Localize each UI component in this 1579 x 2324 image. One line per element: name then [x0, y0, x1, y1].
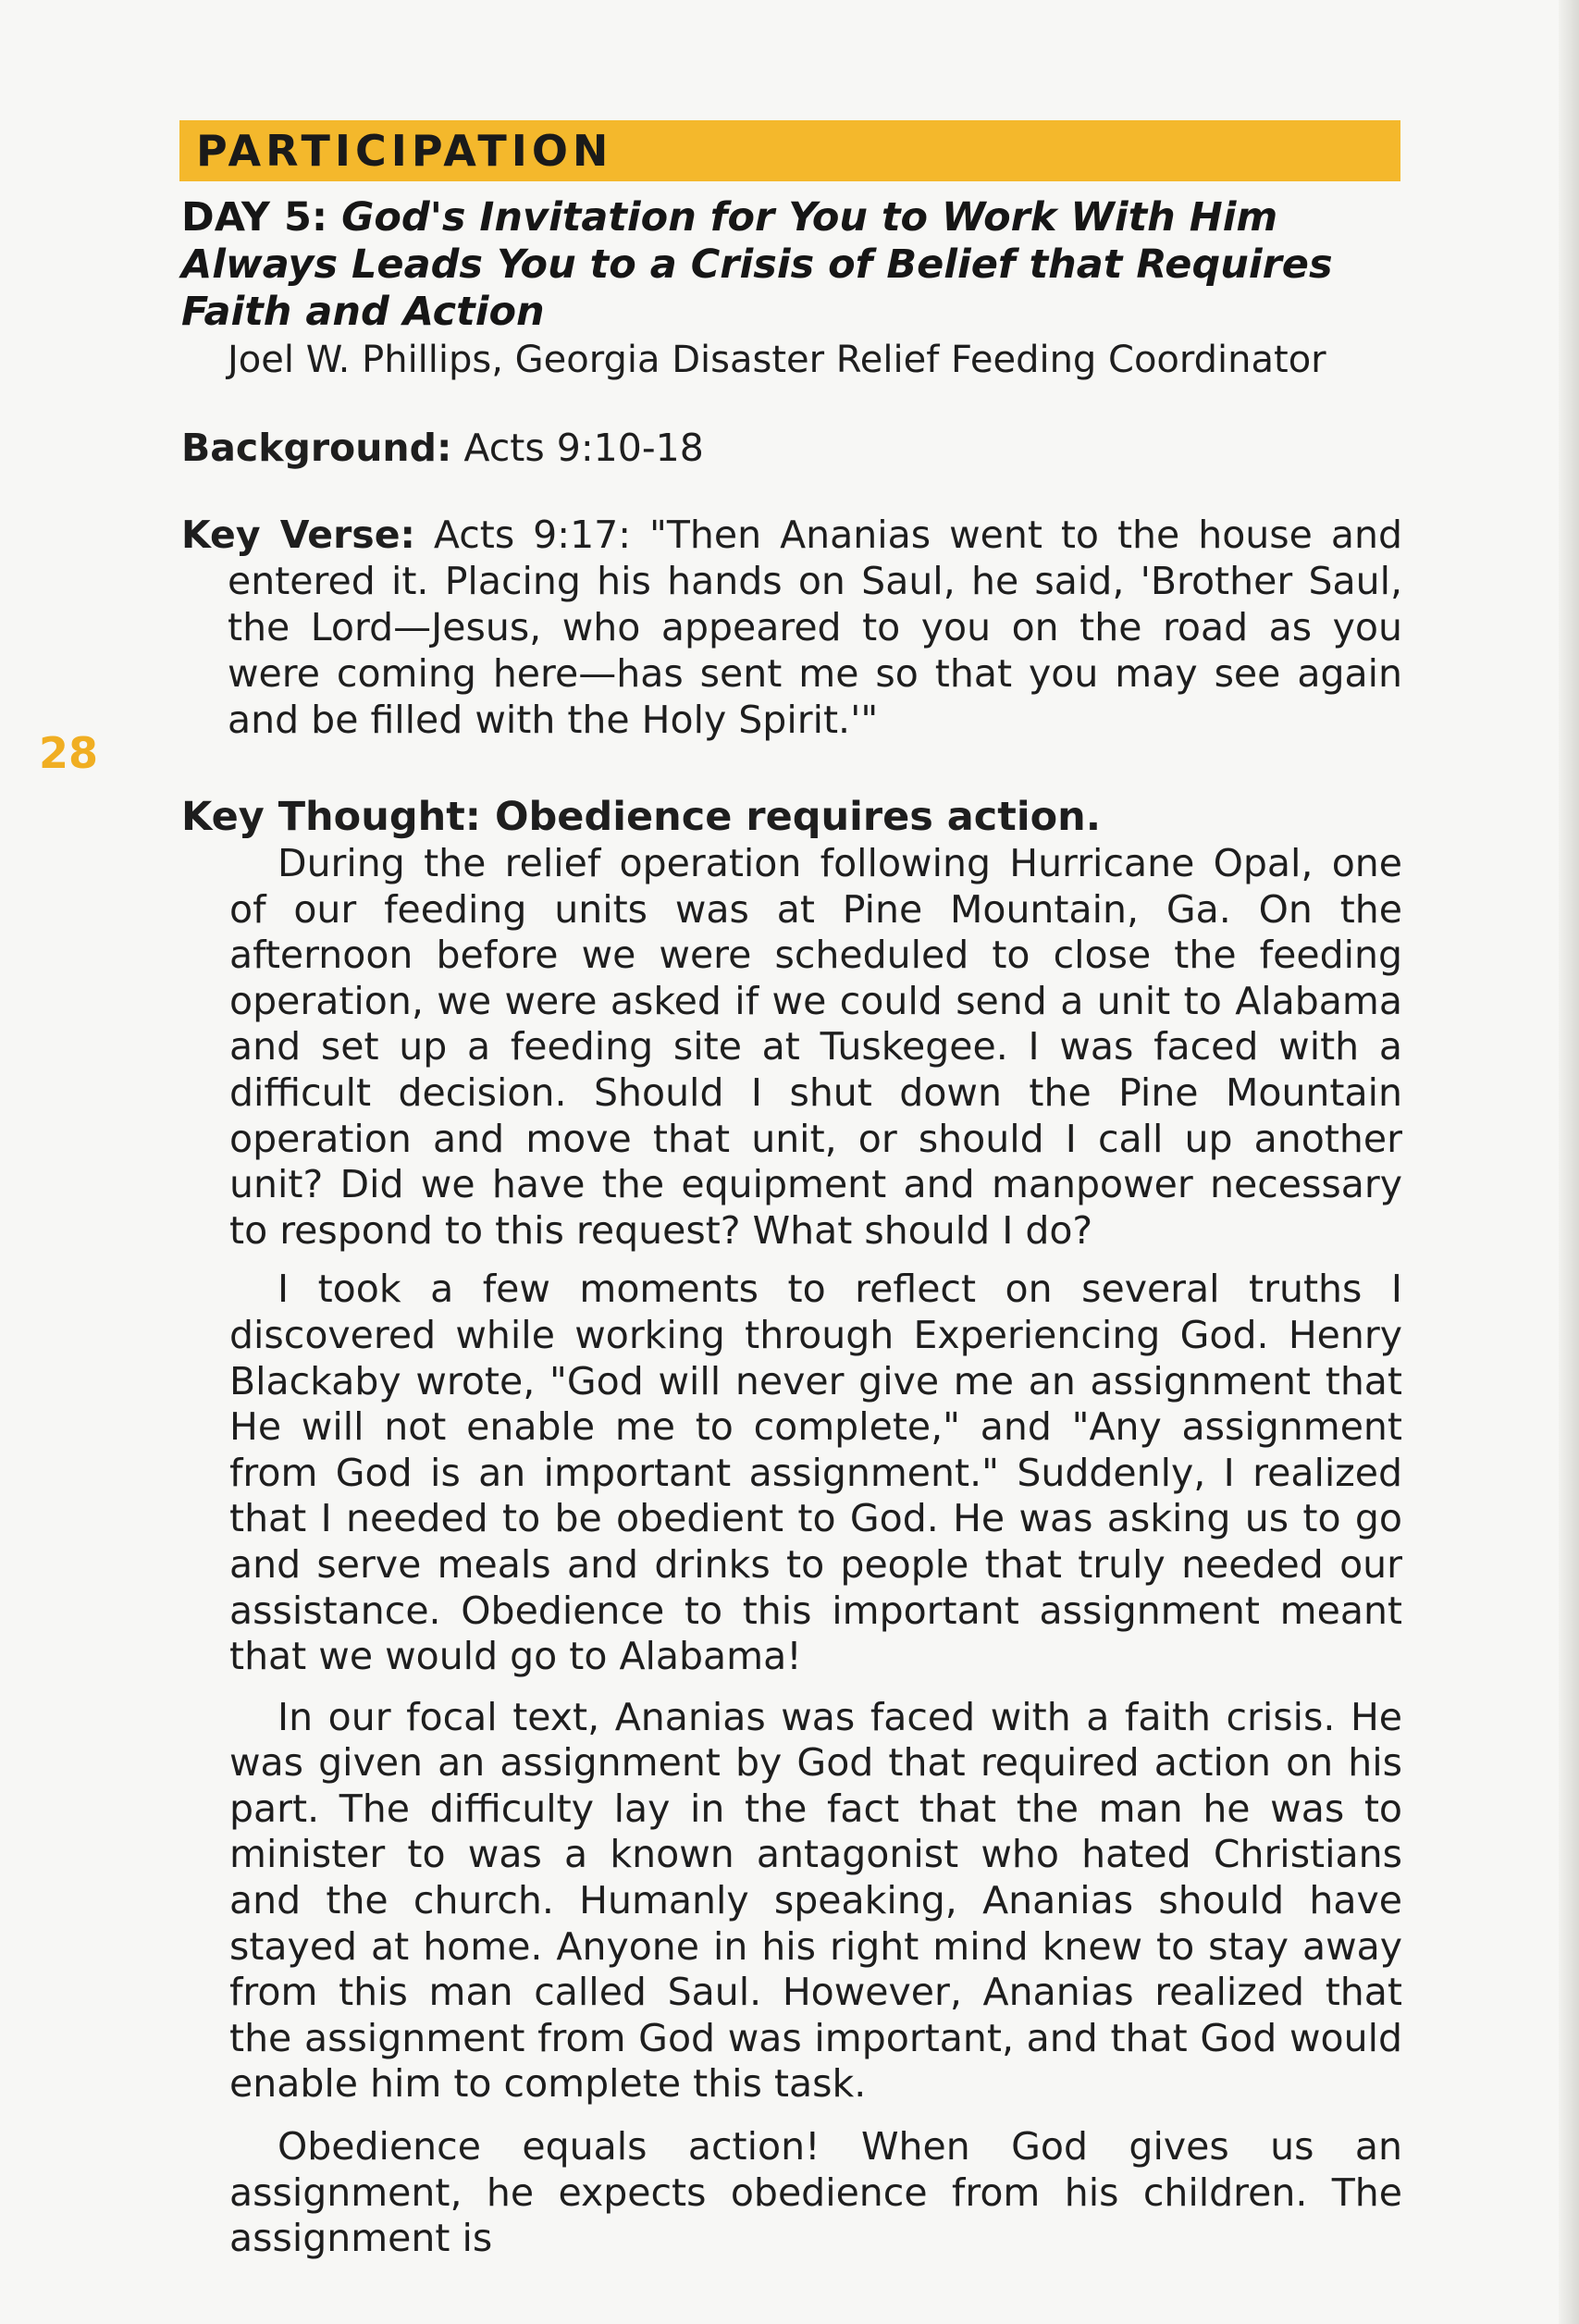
- page-edge: [1559, 0, 1579, 2324]
- page-number: 28: [39, 728, 99, 778]
- page-content: [181, 194, 1402, 2262]
- body-paragraph: During the relief operation following Hurricane Opal, one of our feeding units was at Pine Mountain, Ga. On the afternoon before we were scheduled to close the feeding operation, we were asked if we could send a unit to Alabama and set up a feeding site at Tuskegee. I was faced with a difficult decision. Should I shut down the Pine Mountain operation and move that unit, or should I call up another unit? Did we have the equipment and manpower necessary to respond to this request? What should I do?: [229, 841, 1402, 1253]
- day-heading: [181, 194, 1402, 336]
- day-title: God's Invitation for You to Work With Him Always Leads You to a Crisis of Belief that Requires Faith and Action: [181, 194, 1333, 335]
- section-banner: [179, 120, 1400, 181]
- key-verse-text: Acts 9:17: "Then Ananias went to the house and entered it. Placing his hands on Saul, he said, 'Brother Saul, the Lord—Jesus, who appeared to you on the road as you were coming here—has sent me so that you may see again and be filled with the Holy Spirit.'": [228, 513, 1402, 742]
- body-paragraph: In our focal text, Ananias was faced with a faith crisis. He was given an assignment by God that required action on his part. The difficulty lay in the fact that the man he was to minister to was a known antagonist who hated Christians and the church. Humanly speaking, Ananias should have stayed at home. Anyone in his right mind knew to stay away from this man called Saul. However, Ananias realized that the assignment from God was important, and that God would enable him to complete this task.: [229, 1694, 1402, 2107]
- background-text: Acts 9:10-18: [463, 426, 704, 470]
- background-reference: [181, 425, 1402, 471]
- day-label: DAY 5:: [181, 194, 328, 241]
- key-thought-heading: Key Thought: Obedience requires action.: [181, 794, 1102, 840]
- author-byline: Joel W. Phillips, Georgia Disaster Relief Feeding Coordinator: [228, 339, 1326, 381]
- body-paragraph: Obedience equals action! When God gives us an assignment, he expects obedience from his children. The assignment is: [229, 2124, 1402, 2261]
- key-verse-label: Key Verse:: [181, 513, 415, 557]
- background-label: Background:: [181, 426, 452, 470]
- section-banner-label: PARTICIPATION: [196, 126, 613, 176]
- key-verse: [181, 512, 1402, 743]
- body-paragraph: I took a few moments to reflect on several truths I discovered while working through Experiencing God. Henry Blackaby wrote, "God will never give me an assignment that He will not enable me to complete," and "Any assignment from God is an important assignment." Suddenly, I realized that I needed to be obedient to God. He was asking us to go and serve meals and drinks to people that truly needed our assistance. Obedience to this important assignment meant that we would go to Alabama!: [229, 1267, 1402, 1679]
